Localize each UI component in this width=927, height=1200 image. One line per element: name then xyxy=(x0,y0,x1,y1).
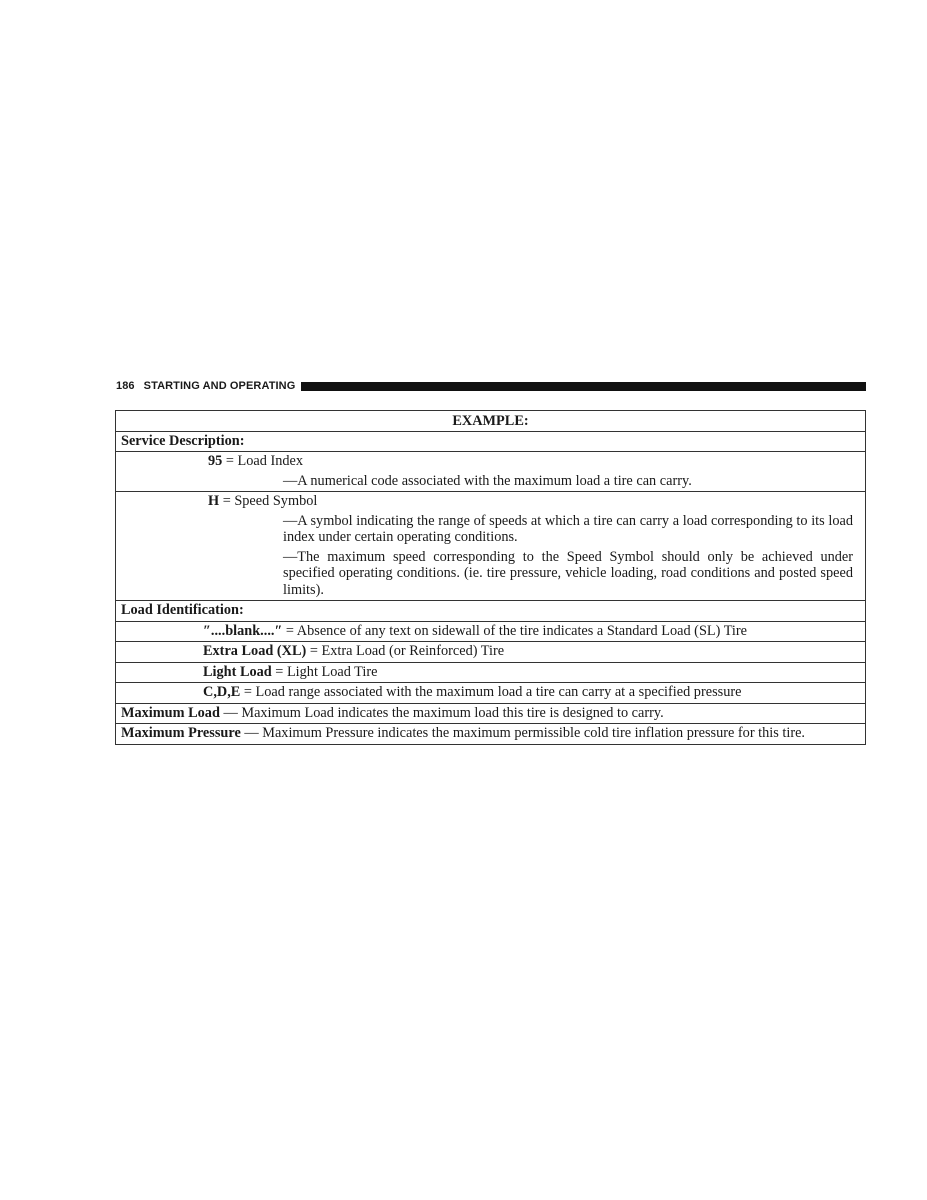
speed-symbol-term: H xyxy=(208,493,220,509)
load-index-text: = Load Index xyxy=(222,453,304,469)
section-title: STARTING AND OPERATING xyxy=(143,380,296,392)
speed-symbol-row xyxy=(116,491,865,600)
table-heading: EXAMPLE: xyxy=(452,413,529,429)
load-index-row xyxy=(116,451,865,491)
load-range-text: = Load range associated with the maximum load a tire can carry at a specified pressure xyxy=(240,684,742,700)
load-range-term: C,D,E xyxy=(203,684,241,700)
blank-term: ″....blank....″ xyxy=(203,622,283,639)
maximum-pressure-term: Maximum Pressure xyxy=(121,725,241,741)
speed-symbol-text: = Speed Symbol xyxy=(219,493,318,509)
page-number: 186 xyxy=(116,380,135,392)
blank-load-row xyxy=(116,621,865,642)
speed-symbol-description-1: —A symbol indicating the range of speeds at which a tire can carry a load corresponding to its load index under certain operating conditions. xyxy=(283,512,853,545)
load-index-term: 95 xyxy=(208,453,223,469)
maximum-load-term: Maximum Load xyxy=(121,704,220,721)
load-identification-heading: Load Identification: xyxy=(116,600,865,621)
service-description-heading: Service Description: xyxy=(116,431,865,452)
extra-load-term: Extra Load (XL) xyxy=(203,643,307,659)
light-load-text: = Light Load Tire xyxy=(271,663,378,680)
load-index-description: —A numerical code associated with the maximum load a tire can carry. xyxy=(283,472,692,489)
extra-load-text: = Extra Load (or Reinforced) Tire xyxy=(306,643,505,659)
maximum-load-text: — Maximum Load indicates the maximum load this tire is designed to carry. xyxy=(219,704,664,721)
blank-text: = Absence of any text on sidewall of the tire indicates a Standard Load (SL) Tire xyxy=(282,622,748,639)
extra-load-row xyxy=(116,641,865,662)
speed-symbol-description-2: —The maximum speed corresponding to the Speed Symbol should only be achieved under specified operating conditions. (ie. tire pressure, vehicle loading, road conditions and posted speed limits). xyxy=(283,548,853,598)
light-load-term: Light Load xyxy=(203,663,272,680)
header-rule xyxy=(301,382,866,391)
load-range-row xyxy=(116,682,865,703)
maximum-load-row xyxy=(116,703,865,724)
maximum-pressure-text: — Maximum Pressure indicates the maximum permissible cold tire inflation pressure for this tire. xyxy=(240,725,806,741)
light-load-row xyxy=(116,662,865,683)
tire-info-table xyxy=(115,410,866,745)
maximum-pressure-row xyxy=(116,723,865,744)
page-header xyxy=(116,379,866,393)
